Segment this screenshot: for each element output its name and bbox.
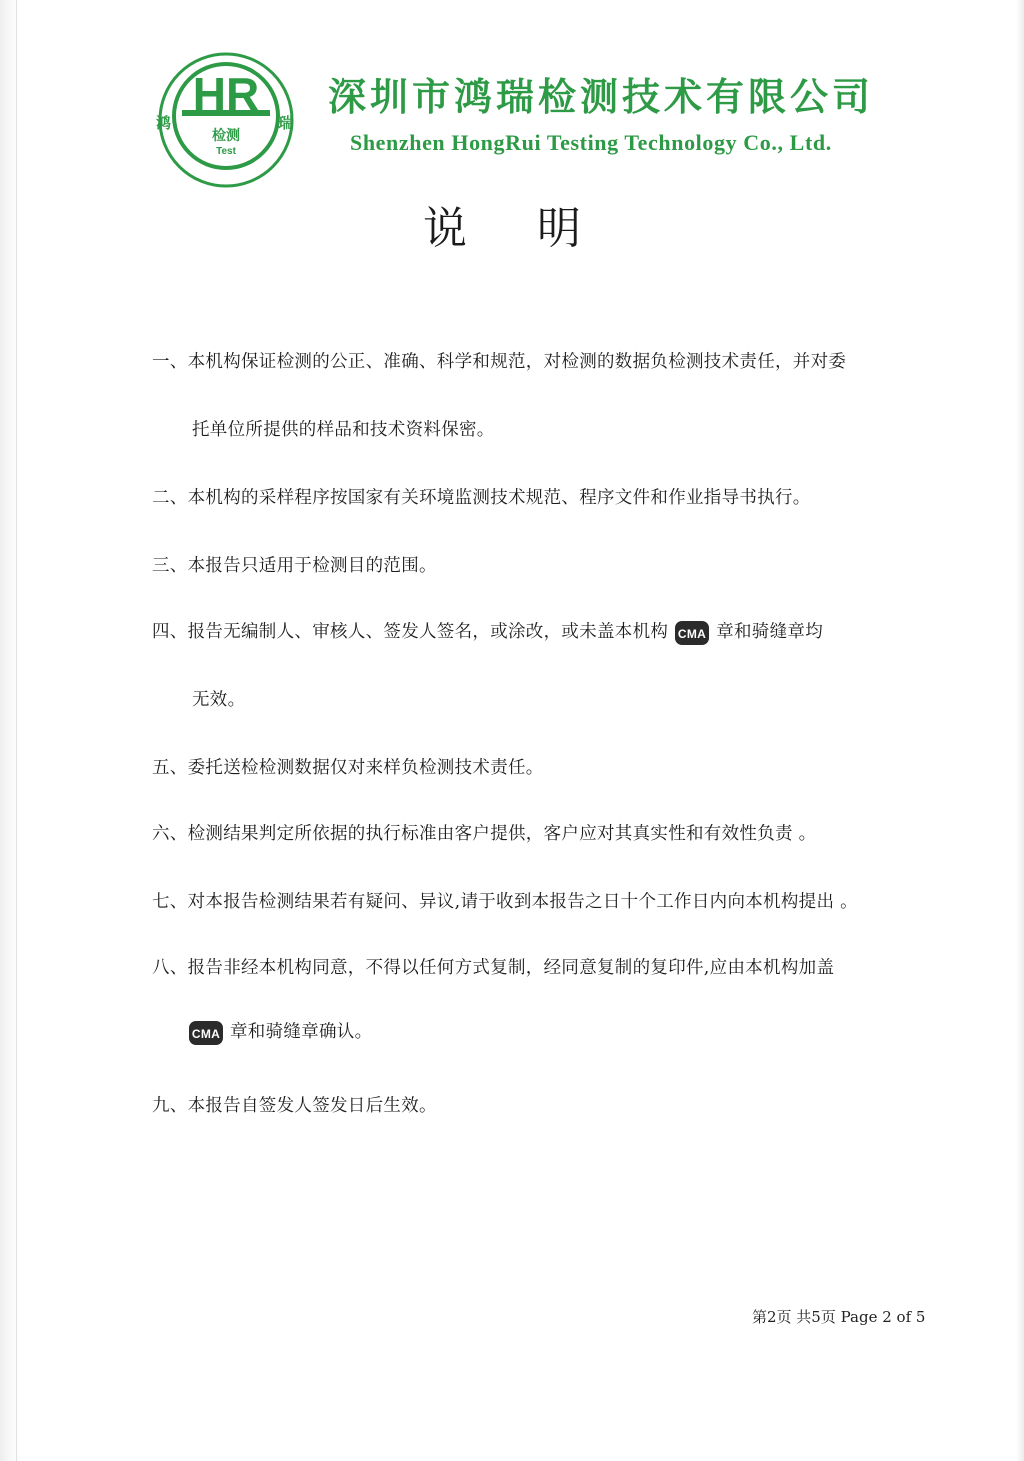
clause-4-line-2: 无效。	[192, 690, 246, 710]
logo-sub-en-text: Test	[216, 146, 236, 157]
svg-text:CMA: CMA	[191, 1026, 221, 1041]
clause-4-line-1	[152, 618, 823, 646]
clause-9: 九、本报告自签发人签发日后生效。	[152, 1096, 437, 1116]
clause-8-line-1: 八、报告非经本机构同意，不得以任何方式复制，经同意复制的复印件,应由本机构加盖	[152, 958, 835, 978]
clause-8-line-2	[188, 1018, 372, 1046]
clause-6: 六、检测结果判定所依据的执行标准由客户提供，客户应对其真实性和有效性负责 。	[152, 824, 817, 844]
page-title: 说明	[423, 203, 651, 254]
clause-1-line-1: 一、本机构保证检测的公正、准确、科学和规范，对检测的数据负检测技术责任，并对委	[152, 352, 847, 372]
clause-2: 二、本机构的采样程序按国家有关环境监测技术规范、程序文件和作业指导书执行。	[152, 488, 811, 508]
company-name-en: Shenzhen HongRui Testing Technology Co., Ltd.	[350, 130, 832, 155]
clause-7: 七、对本报告检测结果若有疑问、异议,请于收到本报告之日十个工作日内向本机构提出 。	[152, 892, 858, 912]
clause-4-text-a: 四、报告无编制人、审核人、签发人签名，或涂改，或未盖本机构	[152, 622, 669, 642]
svg-text:CMA: CMA	[678, 626, 707, 641]
logo-sub-text: 检测	[212, 128, 240, 144]
page-number: 第2页 共5页 Page 2 of 5	[752, 1308, 926, 1326]
clause-1-line-2: 托单位所提供的样品和技术资料保密。	[192, 420, 495, 440]
cma-seal-icon	[674, 620, 710, 646]
clause-3: 三、本报告只适用于检测目的范围。	[152, 556, 437, 576]
logo-left-char: 鸿	[156, 114, 172, 132]
clause-8-text-b: 章和骑缝章确认。	[230, 1022, 373, 1042]
company-logo-icon	[156, 50, 296, 190]
company-name-cn: 深圳市鸿瑞检测技术有限公司	[328, 75, 875, 119]
clause-5: 五、委托送检检测数据仅对来样负检测技术责任。	[152, 758, 544, 778]
clause-4-text-b: 章和骑缝章均	[716, 622, 824, 642]
cma-seal-icon	[188, 1020, 224, 1046]
logo-right-char: 瑞	[278, 114, 294, 132]
logo-hr-text: HR	[192, 68, 260, 120]
